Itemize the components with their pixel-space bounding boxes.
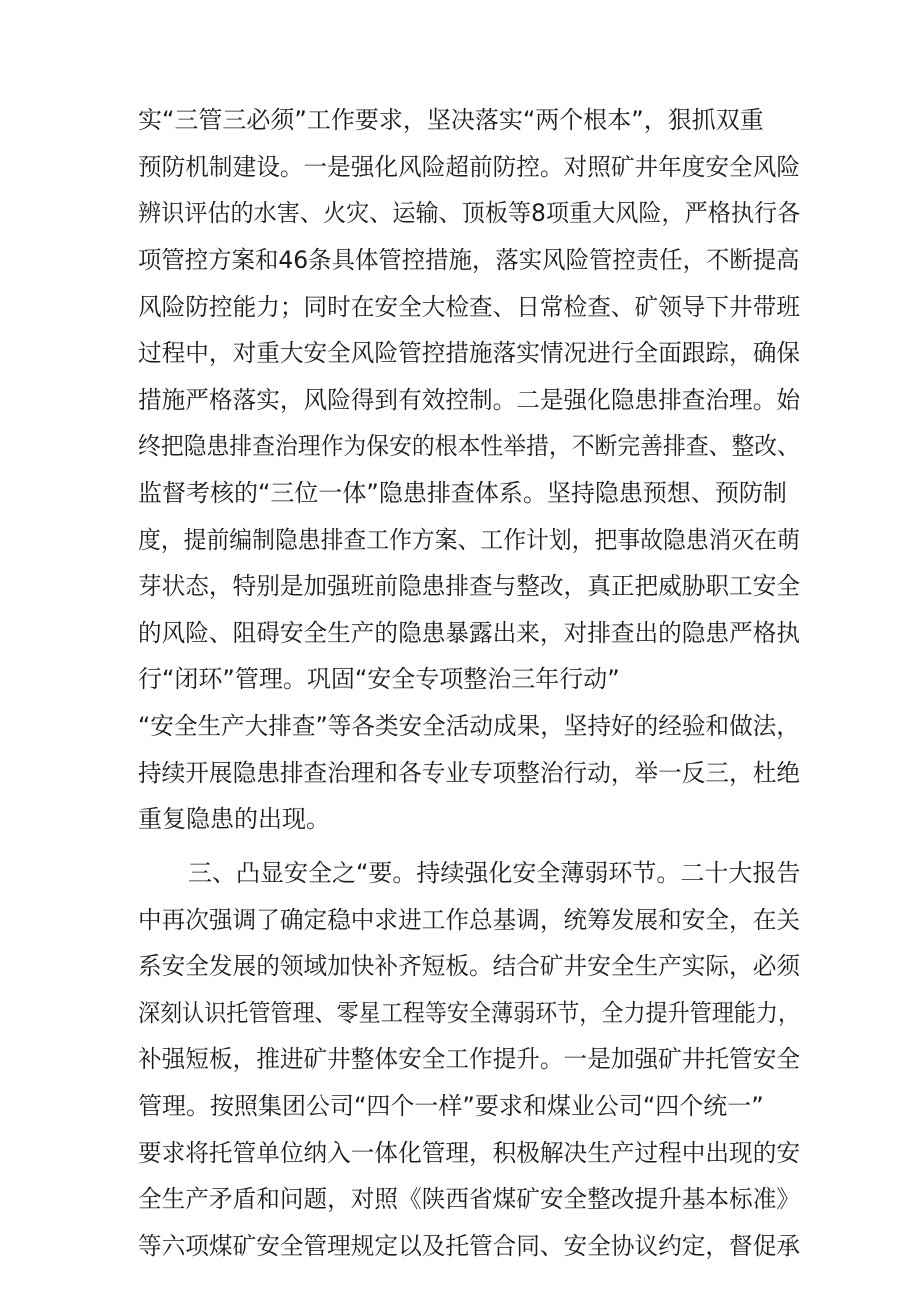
text-line: 持续开展隐患排查治理和各专业专项整治行动，举一反三，杜绝 bbox=[138, 759, 800, 787]
text-line: 过程中，对重大安全风险管控措施落实情况进行全面跟踪，确保 bbox=[138, 339, 800, 367]
text-line: 补强短板，推进矿井整体安全工作提升。一是加强矿井托管安全 bbox=[138, 1045, 800, 1073]
text-line: 度，提前编制隐患排查工作方案、工作计划，把事故隐患消灭在萌 bbox=[138, 526, 800, 554]
text-line: 全生产矛盾和问题，对照《陕西省煤矿安全整改提升基本标准》 bbox=[138, 1185, 800, 1213]
text-line: 中再次强调了确定稳中求进工作总基调，统筹发展和安全，在关 bbox=[138, 906, 800, 934]
text-line: 项管控方案和46条具体管控措施，落实风险管控责任，不断提高 bbox=[138, 246, 800, 274]
text-line: 行“闭环”管理。巩固“安全专项整治三年行动” bbox=[138, 665, 620, 693]
text-line: “安全生产大排查”等各类安全活动成果，坚持好的经验和做法， bbox=[138, 712, 800, 740]
text-line: 深刻认识托管管理、零星工程等安全薄弱环节，全力提升管理能力， bbox=[138, 999, 800, 1027]
text-line: 风险防控能力；同时在安全大检查、日常检查、矿领导下井带班 bbox=[138, 293, 800, 321]
text-line: 管理。按照集团公司“四个一样”要求和煤业公司“四个统一” bbox=[138, 1092, 764, 1120]
text-line: 辨识评估的水害、火灾、运输、顶板等8项重大风险，严格执行各 bbox=[138, 199, 801, 227]
text-line: 终把隐患排查治理作为保安的根本性举措，不断完善排查、整改、 bbox=[138, 432, 800, 460]
text-line: 系安全发展的领域加快补齐短板。结合矿井安全生产实际，必须 bbox=[138, 952, 800, 980]
text-line: 措施严格落实，风险得到有效控制。二是强化隐患排查治理。始 bbox=[138, 386, 800, 414]
text-line: 等六项煤矿安全管理规定以及托管合同、安全协议约定，督促承 bbox=[138, 1232, 800, 1260]
text-line: 芽状态，特别是加强班前隐患排查与整改，真正把威胁职工安全 bbox=[138, 572, 800, 600]
text-line: 预防机制建设。一是强化风险超前防控。对照矿井年度安全风险 bbox=[138, 153, 800, 181]
text-line: 监督考核的“三位一体”隐患排查体系。坚持隐患预想、预防制 bbox=[138, 479, 787, 507]
text-line: 要求将托管单位纳入一体化管理，积极解决生产过程中出现的安 bbox=[138, 1139, 800, 1167]
text-line: 重复隐患的出现。 bbox=[138, 805, 330, 833]
text-line: 的风险、阻碍安全生产的隐患暴露出来，对排查出的隐患严格执 bbox=[138, 619, 800, 647]
text-line: 实“三管三必须”工作要求，坚决落实“两个根本”，狠抓双重 bbox=[138, 106, 764, 134]
paragraph-start-line: 三、凸显安全之“要。持续强化安全薄弱环节。二十大报告 bbox=[188, 859, 801, 887]
